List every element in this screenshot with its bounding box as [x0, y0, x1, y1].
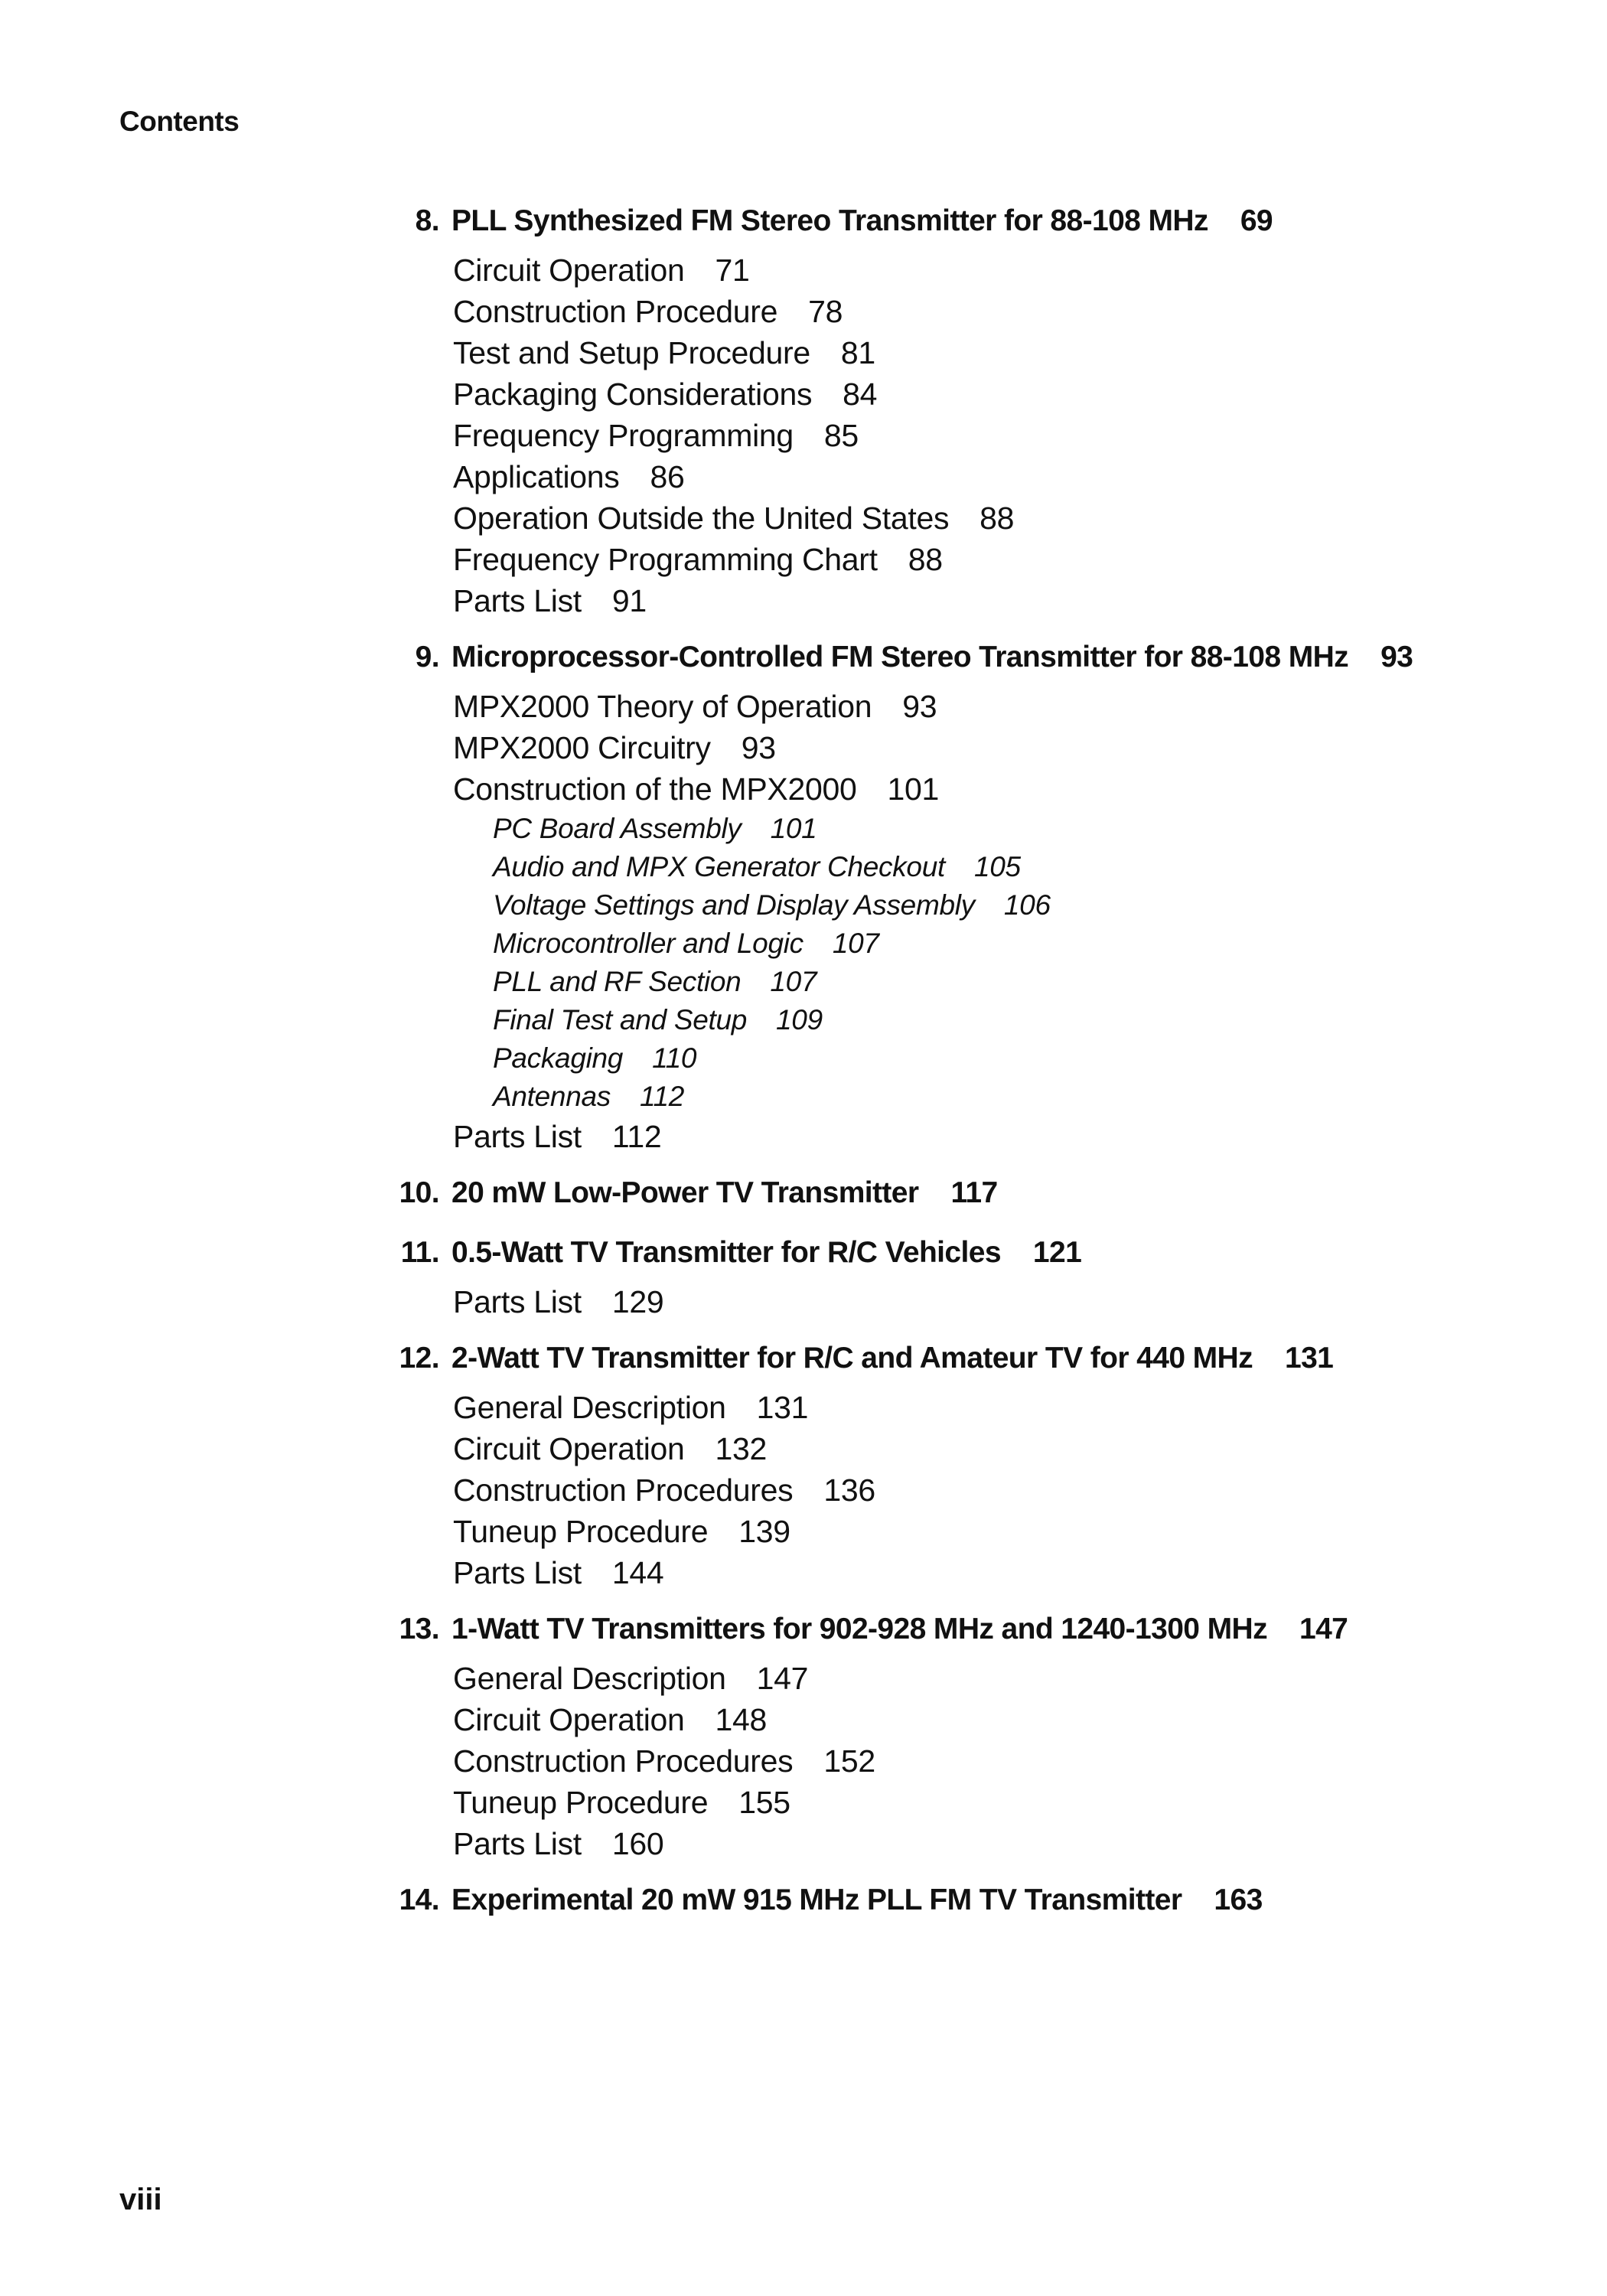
- section-page-number: 91: [611, 583, 647, 618]
- section-page-number: 129: [611, 1284, 664, 1319]
- subsection-title: PC Board Assembly: [493, 813, 742, 844]
- section-page-number: 88: [980, 501, 1015, 536]
- chapter-page-number: 69: [1240, 204, 1273, 237]
- toc-section-entry: [0, 1823, 1607, 1864]
- subsection-title: Microcontroller and Logic: [493, 928, 804, 959]
- toc-section-entry: [0, 1469, 1607, 1511]
- subsection-title: Packaging: [493, 1042, 624, 1074]
- section-page-number: 160: [611, 1826, 664, 1861]
- toc-section-entry: [0, 686, 1607, 727]
- section-page-number: 155: [738, 1785, 790, 1820]
- section-title: Packaging Considerations: [453, 377, 813, 412]
- toc-section-entry: [0, 249, 1607, 291]
- toc-section-entry: [0, 1511, 1607, 1552]
- toc-section-entry: [0, 1428, 1607, 1469]
- toc-chapter-entry: [0, 637, 1607, 678]
- subsection-page-number: 112: [639, 1081, 685, 1112]
- section-page-number: 81: [840, 335, 875, 370]
- toc-chapter-entry: [0, 1880, 1607, 1921]
- section-page-number: 148: [715, 1702, 768, 1737]
- page-number: viii: [119, 2183, 162, 2216]
- subsection-page-number: 109: [776, 1004, 823, 1035]
- toc-section-entry: [0, 768, 1607, 810]
- section-page-number: 84: [843, 377, 878, 412]
- chapter-page-number: 93: [1380, 641, 1413, 673]
- toc-section-entry: [0, 1740, 1607, 1782]
- chapter-number: 11.: [400, 1236, 439, 1269]
- section-title: Circuit Operation: [453, 1702, 685, 1737]
- subsection-page-number: 105: [973, 851, 1021, 882]
- section-title: General Description: [453, 1661, 726, 1696]
- subsection-page-number: 101: [770, 813, 817, 844]
- toc-section-entry: [0, 373, 1607, 415]
- section-title: Parts List: [453, 1826, 582, 1861]
- section-page-number: 85: [823, 418, 859, 453]
- subsection-page-number: 107: [832, 928, 879, 959]
- section-page-number: 132: [715, 1431, 768, 1466]
- toc-section-entry: [0, 1699, 1607, 1740]
- chapter-number: 14.: [399, 1883, 439, 1916]
- chapter-number: 13.: [399, 1613, 439, 1645]
- section-title: Test and Setup Procedure: [453, 335, 810, 370]
- section-title: Parts List: [453, 1284, 582, 1319]
- toc-subsection-entry: [0, 810, 1607, 848]
- section-title: Construction Procedures: [453, 1473, 794, 1508]
- toc-subsection-entry: [0, 1001, 1607, 1039]
- toc-section-entry: [0, 1281, 1607, 1322]
- chapter-title: 1-Watt TV Transmitters for 902-928 MHz and 1240-1300 MHz: [451, 1613, 1267, 1645]
- toc-section-entry: [0, 332, 1607, 373]
- chapter-page-number: 131: [1285, 1342, 1334, 1375]
- chapter-number: 8.: [415, 204, 439, 237]
- chapter-title: 2-Watt TV Transmitter for R/C and Amateur TV for 440 MHz: [451, 1342, 1253, 1375]
- toc-section-entry: [0, 539, 1607, 580]
- subsection-title: Final Test and Setup: [493, 1004, 748, 1035]
- section-title: Circuit Operation: [453, 1431, 685, 1466]
- subsection-title: Voltage Settings and Display Assembly: [493, 889, 975, 921]
- toc-subsection-entry: [0, 886, 1607, 925]
- section-page-number: 152: [823, 1743, 875, 1779]
- toc-chapter-entry: [0, 1172, 1607, 1214]
- section-title: Frequency Programming: [453, 418, 794, 453]
- subsection-title: Antennas: [493, 1081, 611, 1112]
- chapter-page-number: 147: [1299, 1613, 1348, 1645]
- subsection-title: PLL and RF Section: [493, 966, 742, 997]
- toc-chapter-entry: [0, 1232, 1607, 1274]
- section-title: Applications: [453, 459, 620, 494]
- toc-section-entry: [0, 497, 1607, 539]
- subsection-page-number: 106: [1003, 889, 1051, 921]
- section-page-number: 139: [738, 1514, 790, 1549]
- toc-subsection-entry: [0, 1039, 1607, 1078]
- section-title: Parts List: [453, 583, 582, 618]
- chapter-page-number: 121: [1032, 1236, 1082, 1269]
- section-title: Construction Procedure: [453, 294, 778, 329]
- chapter-title: Microprocessor-Controlled FM Stereo Transmitter for 88-108 MHz: [451, 641, 1349, 673]
- section-title: Operation Outside the United States: [453, 501, 950, 536]
- section-title: MPX2000 Theory of Operation: [453, 689, 872, 724]
- section-page-number: 101: [887, 771, 939, 807]
- chapter-page-number: 163: [1214, 1883, 1263, 1916]
- toc-subsection-entry: [0, 925, 1607, 963]
- running-head: Contents: [119, 106, 240, 137]
- toc-section-entry: [0, 1116, 1607, 1157]
- toc-section-entry: [0, 456, 1607, 497]
- section-title: Parts List: [453, 1119, 582, 1154]
- chapter-number: 10.: [399, 1176, 439, 1209]
- table-of-contents: [0, 201, 1607, 1921]
- chapter-page-number: 117: [950, 1176, 998, 1209]
- chapter-title: Experimental 20 mW 915 MHz PLL FM TV Transmitter: [451, 1883, 1182, 1916]
- section-page-number: 144: [611, 1555, 664, 1590]
- toc-subsection-entry: [0, 963, 1607, 1001]
- toc-subsection-entry: [0, 1078, 1607, 1116]
- toc-section-entry: [0, 291, 1607, 332]
- section-page-number: 147: [756, 1661, 809, 1696]
- section-title: Frequency Programming Chart: [453, 542, 878, 577]
- subsection-page-number: 107: [770, 966, 817, 997]
- section-title: MPX2000 Circuitry: [453, 730, 711, 765]
- section-title: Construction of the MPX2000: [453, 771, 857, 807]
- chapter-title: PLL Synthesized FM Stereo Transmitter for 88-108 MHz: [451, 204, 1208, 237]
- section-title: Tuneup Procedure: [453, 1514, 709, 1549]
- chapter-title: 0.5-Watt TV Transmitter for R/C Vehicles: [451, 1236, 1001, 1269]
- section-page-number: 88: [908, 542, 943, 577]
- toc-chapter-entry: [0, 1338, 1607, 1379]
- section-page-number: 86: [650, 459, 685, 494]
- toc-chapter-entry: [0, 201, 1607, 242]
- chapter-number: 12.: [399, 1342, 439, 1375]
- section-title: Circuit Operation: [453, 253, 685, 288]
- toc-section-entry: [0, 415, 1607, 456]
- section-page-number: 136: [823, 1473, 875, 1508]
- section-title: Construction Procedures: [453, 1743, 794, 1779]
- toc-section-entry: [0, 1552, 1607, 1593]
- subsection-page-number: 110: [652, 1042, 697, 1074]
- toc-subsection-entry: [0, 848, 1607, 886]
- section-page-number: 112: [611, 1119, 662, 1154]
- toc-section-entry: [0, 1387, 1607, 1428]
- chapter-title: 20 mW Low-Power TV Transmitter: [451, 1176, 919, 1209]
- toc-section-entry: [0, 1658, 1607, 1699]
- subsection-title: Audio and MPX Generator Checkout: [493, 851, 945, 882]
- section-page-number: 71: [715, 253, 750, 288]
- toc-chapter-entry: [0, 1609, 1607, 1650]
- section-title: Tuneup Procedure: [453, 1785, 709, 1820]
- toc-section-entry: [0, 1782, 1607, 1823]
- section-page-number: 131: [756, 1390, 809, 1425]
- section-title: Parts List: [453, 1555, 582, 1590]
- section-page-number: 78: [808, 294, 843, 329]
- chapter-number: 9.: [415, 641, 439, 673]
- toc-section-entry: [0, 727, 1607, 768]
- section-page-number: 93: [902, 689, 937, 724]
- section-page-number: 93: [741, 730, 776, 765]
- toc-section-entry: [0, 580, 1607, 621]
- section-title: General Description: [453, 1390, 726, 1425]
